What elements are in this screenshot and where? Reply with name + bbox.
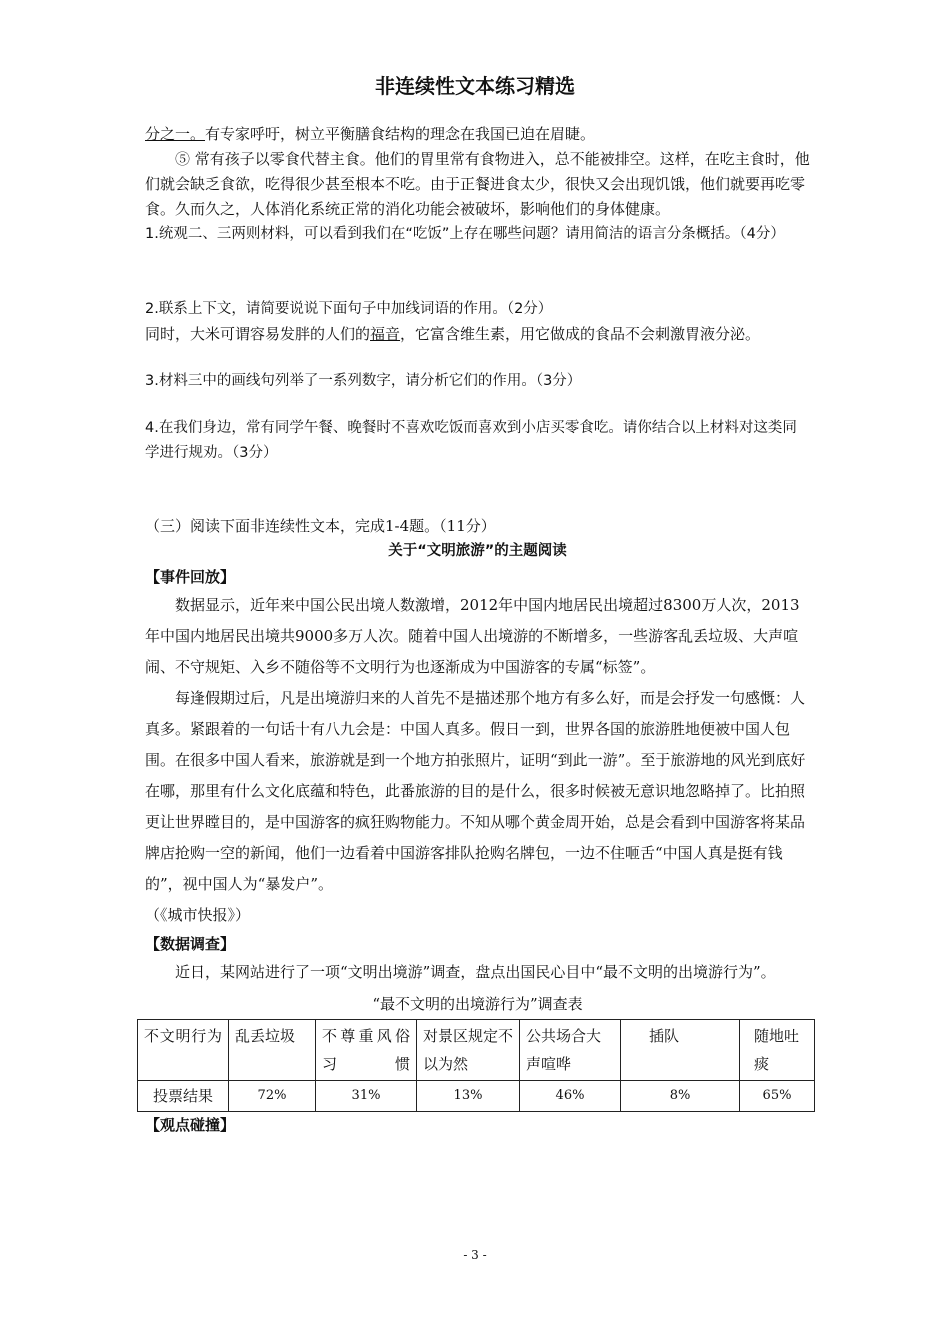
section-title: 关于“文明旅游”的主题阅读 [388, 543, 567, 559]
page-title: 非连续性文本练习精选 [375, 74, 575, 98]
table-header-cell: 对景区规定不以为然 [417, 1020, 520, 1081]
table-cell: 31% [316, 1081, 417, 1112]
question-1: 1.统观二、三两则材料，可以看到我们在“吃饭”上存在哪些问题？请用简洁的语言分条概括。（4分） [145, 226, 785, 242]
paragraph-5: ⑤ 常有孩子以零食代替主食。他们的胃里常有食物进入，总不能被排空。这样，在吃主食时，他们就会缺乏食欲，吃得很少甚至根本不吃。由于正餐进食太少，很快又会出现饥饿，他们就要再吃零食。久而久之，人体消化系统正常的消化功能会被破坏，影响他们的身体健康。 [145, 150, 810, 218]
table-header-row [138, 1020, 815, 1081]
table-cell: 46% [520, 1081, 621, 1112]
question-3: 3.材料三中的画线句列举了一系列数字，请分析它们的作用。（3分） [145, 373, 582, 389]
question-2: 2.联系上下文，请简要说说下面句子中加线词语的作用。（2分） [145, 301, 553, 317]
table-caption: “最不文明的出境游行为”调查表 [372, 995, 583, 1013]
section-tag-event: 【事件回放】 [145, 568, 236, 586]
document-body [145, 122, 810, 1138]
event-paragraph-1: 数据显示，近年来中国公民出境人数激增，2012年中国内地居民出境超过8300万人次，2013年中国内地居民出境共9000多万人次。随着中国人出境游的不断增多，一些游客乱丢垃圾、大声喧闹、不守规矩、入乡不随俗等不文明行为也逐渐成为中国游客的专属“标签”。 [145, 596, 800, 676]
page-number: - 3 - [463, 1248, 487, 1262]
question-4: 4.在我们身边，常有同学午餐、晚餐时不喜欢吃饭而喜欢到小店买零食吃。请你结合以上材料对这类同学进行规劝。（3分） [145, 420, 797, 461]
table-cell: 65% [740, 1081, 815, 1112]
table-result-label: 投票结果 [138, 1081, 229, 1112]
table-cell: 13% [417, 1081, 520, 1112]
table-header-cell: 公共场合大声喧哗 [520, 1020, 621, 1081]
table-header-cell: 不尊重风俗习惯 [316, 1020, 417, 1081]
source-citation: （《城市快报》） [145, 906, 251, 924]
section-tag-viewpoints: 【观点碰撞】 [145, 1116, 236, 1134]
event-paragraph-2: 每逢假期过后，凡是出境游归来的人首先不是描述那个地方有多么好，而是会抒发一句感慨：人真多。紧跟着的一句话十有八九会是：中国人真多。假日一到，世界各国的旅游胜地便被中国人包围。在很多中国人看来，旅游就是到一个地方拍张照片，证明“到此一游”。至于旅游地的风光到底好在哪，那里有什么文化底蕴和特色，此番旅游的目的是什么，很多时候被无意识地忽略掉了。比拍照更让世界瞠目的，是中国游客的疯狂购物能力。不知从哪个黄金周开始，总是会看到中国游客将某品牌店抢购一空的新闻，他们一边看着中国游客排队抢购名牌包，一边不住咂舌“中国人真是挺有钱的”，视中国人为“暴发户”。 [145, 689, 806, 893]
underlined-word: 福音 [370, 325, 401, 343]
table-header-cell: 随地吐痰 [740, 1020, 815, 1081]
answer-space [145, 347, 810, 369]
table-row [138, 1081, 815, 1112]
table-cell: 72% [229, 1081, 316, 1112]
answer-space [145, 394, 810, 416]
table-header-cell: 插队 [621, 1020, 740, 1081]
table-cell: 8% [621, 1081, 740, 1112]
table-row-header: 不文明行为 [138, 1020, 229, 1081]
question-2-sentence [145, 322, 810, 347]
paragraph-text: 有专家呼吁，树立平衡膳食结构的理念在我国已迫在眉睫。 [205, 125, 596, 143]
answer-space [145, 466, 810, 514]
underlined-text: 分之一。 [145, 125, 206, 143]
sentence-text: ，它富含维生素，用它做成的食品不会刺激胃液分泌。 [400, 325, 761, 343]
event-section [145, 590, 810, 931]
survey-table [137, 1019, 815, 1112]
paragraph-continuation [145, 122, 810, 147]
survey-paragraph: 近日，某网站进行了一项“文明出境游”调查，盘点出国民心目中“最不文明的出境游行为”。 [175, 963, 776, 981]
answer-space [145, 247, 810, 297]
section-intro: （三）阅读下面非连续性文本，完成1-4题。（11分） [145, 517, 496, 535]
sentence-text: 同时，大米可谓容易发胖的人们的 [145, 325, 371, 343]
section-tag-survey: 【数据调查】 [145, 935, 236, 953]
table-header-cell: 乱丢垃圾 [229, 1020, 316, 1081]
